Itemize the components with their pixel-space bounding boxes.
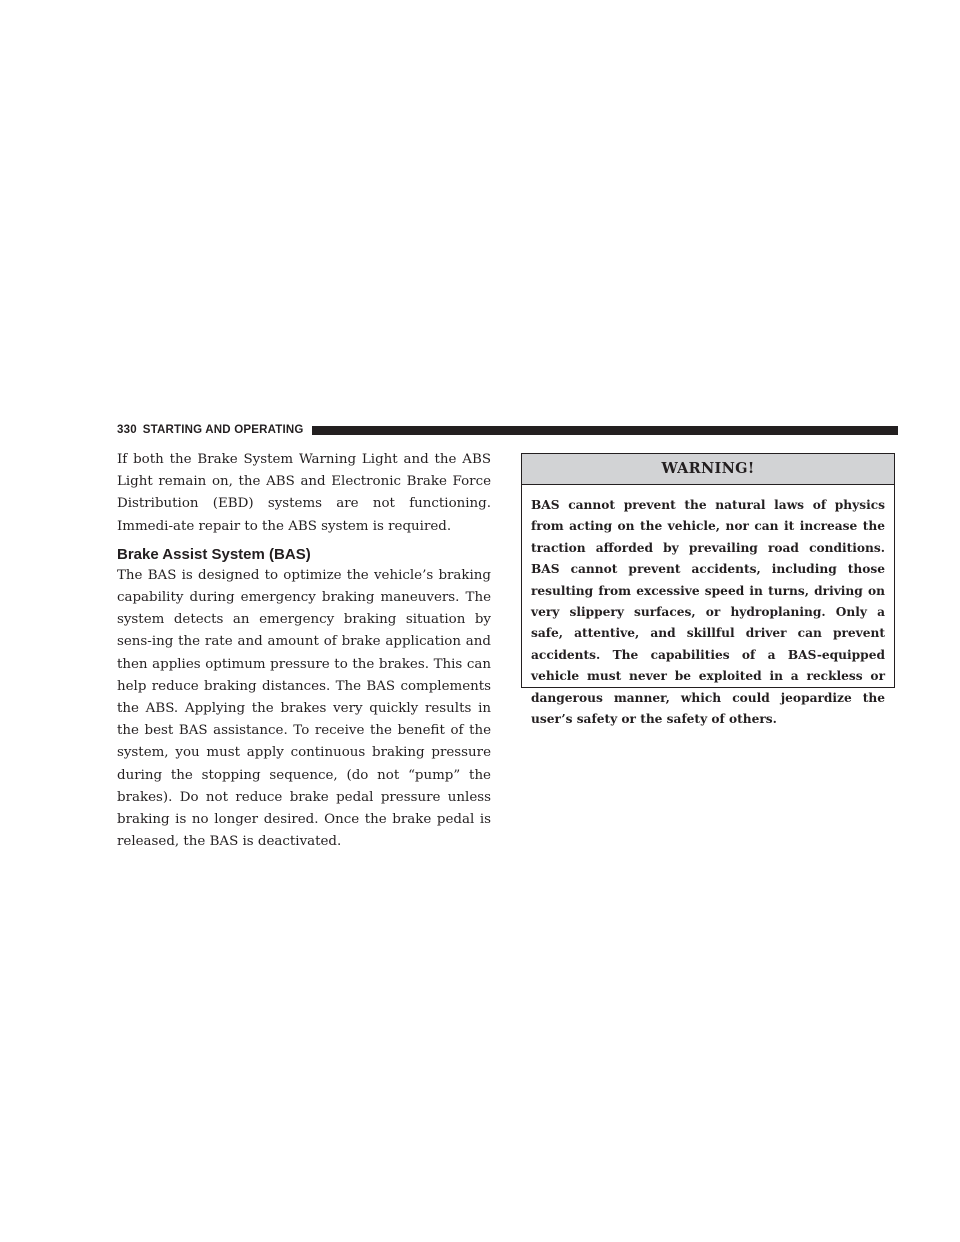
warning-box: [521, 453, 895, 727]
warning-text: BAS cannot prevent the natural laws of physics from acting on the vehicle, nor can it increase the traction afforded by prevailing road conditions. BAS cannot prevent accidents, including those resulting from excessive speed in turns, driving on very slippery surfaces, or hydroplaning. Only a safe, attentive, and skillful driver can prevent accidents. The capabilities of a BAS-equipped vehicle must never be exploited in a reckless or dangerous manner, which could jeopardize the user’s safety or the safety of others.: [531, 498, 885, 727]
header-rule: [312, 426, 898, 435]
abs-warning-paragraph: If both the Brake System Warning Light and the ABS Light remain on, the ABS and Electronic Brake Force Distribution (EBD) systems are not functioning. Immedi-ate repair to the ABS system is required.: [117, 452, 491, 534]
warning-title: WARNING!: [522, 454, 894, 485]
bas-heading: Brake Assist System (BAS): [117, 545, 311, 563]
left-column: [117, 449, 491, 853]
bas-description-paragraph: The BAS is designed to optimize the vehicle’s braking capability during emergency braking maneuvers. The system detects an emergency braking situation by sens-ing the rate and amount of brake application and then applies optimum pressure to the brakes. This can help reduce braking distances. The BAS complements the ABS. Applying the brakes very quickly results in the best BAS assistance. To receive the benefit of the system, you must apply continuous braking pressure during the stopping sequence, (do not “pump” the brakes). Do not reduce brake pedal pressure unless braking is no longer desired. Once the brake pedal is released, the BAS is deactivated.: [117, 567, 491, 850]
page-header: [117, 423, 898, 437]
section-title: STARTING AND OPERATING: [142, 424, 304, 436]
page-number: 330: [117, 424, 137, 436]
